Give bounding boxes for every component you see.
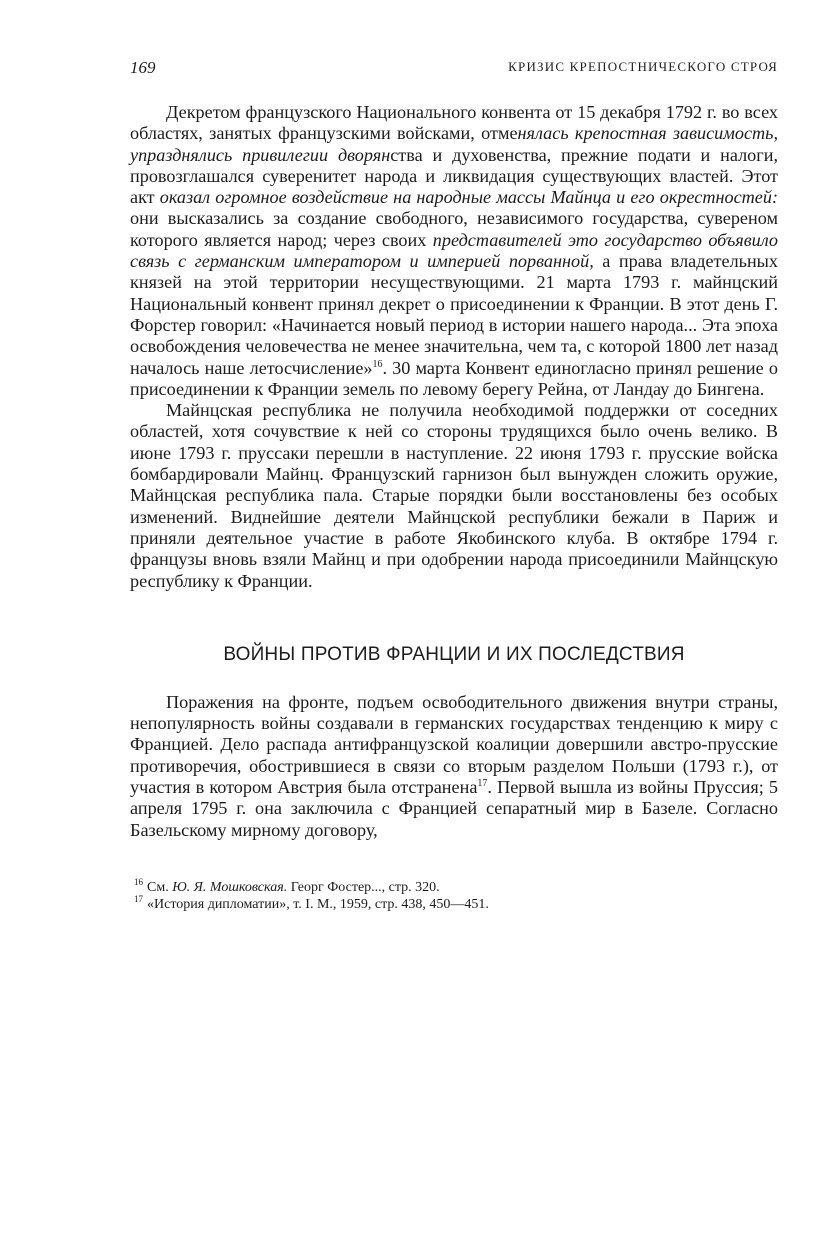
paragraph-2: Майнцская республика не получила необходимой поддержки от соседних областей, хотя сочувствие к ней со стороны трудящихся было очень велико. В июне 1793 г. пруссаки перешли в наступление. 22 июня 1793 г. прусские войска бомбардировали Майнц. Французский гарнизон был вынужден сложить оружие, Майнцская республика пала. Старые порядки были восстановлены без особых изменений. Виднейшие деятели Майнцской республики бежали в Париж и приняли деятельное участие в работе Якобинского клуба. В октябре 1794 г. французы вновь взяли Майнц и при одобрении народа присоединили Майнцскую республику к Франции. [130,400,778,591]
footnote-ref-17[interactable]: 17 [477,777,488,789]
footnote-ref-16[interactable]: 16 [372,358,383,370]
footnote-number: 16 [134,877,143,888]
para1-text-3: они высказались за создание свободного, независимого государства, сувереном которого является народ; через своих [130,208,778,250]
para1-italic-3: представителей это государство объявило связь с германским императором и империей порванной, [130,229,778,272]
footnotes [130,879,778,913]
running-header [130,58,778,84]
para1-text-2: ства и духовенства, прежние подати и налоги, провозглашался суверенитет народа и ликвидация существующих властей. Этот акт [130,144,778,208]
paragraph-1 [130,102,778,400]
footnote-text: Георг Фостер..., стр. 320. [287,879,440,895]
para1-italic-2: оказал огромное воздействие на народные массы Майнца и его окрестностей: [159,187,779,208]
footnote-17 [130,896,778,913]
footnote-number: 17 [134,894,143,905]
paragraph-3 [130,692,778,841]
footnote-author: Ю. Я. Мошковская. [172,879,288,895]
footnote-text: «История дипломатии», т. I. М., 1959, стр. 438, 450—451. [147,896,489,912]
para1-text-1: Декретом французского Национального конвента от 15 декабря 1792 г. во всех областях, занятых французскими войсками, отме [130,102,778,144]
page-number: 169 [130,58,156,77]
para1-text-4: а права владетельных князей на этой территории несуществующими. 21 марта 1793 г. майнцский Национальный конвент принял декрет о присоединении к Франции. В этот день Г. Форстер говорил: «Начинается новый период в истории нашего народа... Эта эпоха освобождения человечества не менее значительна, чем та, с которой 1800 лет назад началось наше летосчисление» [130,251,778,378]
para3-text-2: . Первой вышла из войны Пруссия; 5 апреля 1795 г. она заключила с Францией сепаратный мир в Базеле. Согласно Базельскому мирному договору, [130,777,778,840]
book-page [130,58,778,913]
para1-italic-1: нялась крепостная зависимость, упразднялись привилегии дворян [130,123,778,165]
para1-text-5: . 30 марта Конвент единогласно принял решение о присоединении к Франции земель по левому берегу Рейна, от Ландау до Бингена. [130,357,778,399]
footnote-16 [130,879,778,896]
para3-text-1: Поражения на фронте, подъем освободительного движения внутри страны, непопулярность войны создавали в германских государствах тенденцию к миру с Францией. Дело распада антифранцузской коалиции довершили австро-прусские противоречия, обострившиеся в связи со вторым разделом Польши (1793 г.), от участия в котором Австрия была отстранена [130,691,778,798]
section-heading: ВОЙНЫ ПРОТИВ ФРАНЦИИ И ИХ ПОСЛЕДСТВИЯ [223,643,685,665]
running-title: КРИЗИС КРЕПОСТНИЧЕСКОГО СТРОЯ [508,59,778,74]
footnote-text: См. [147,879,173,895]
